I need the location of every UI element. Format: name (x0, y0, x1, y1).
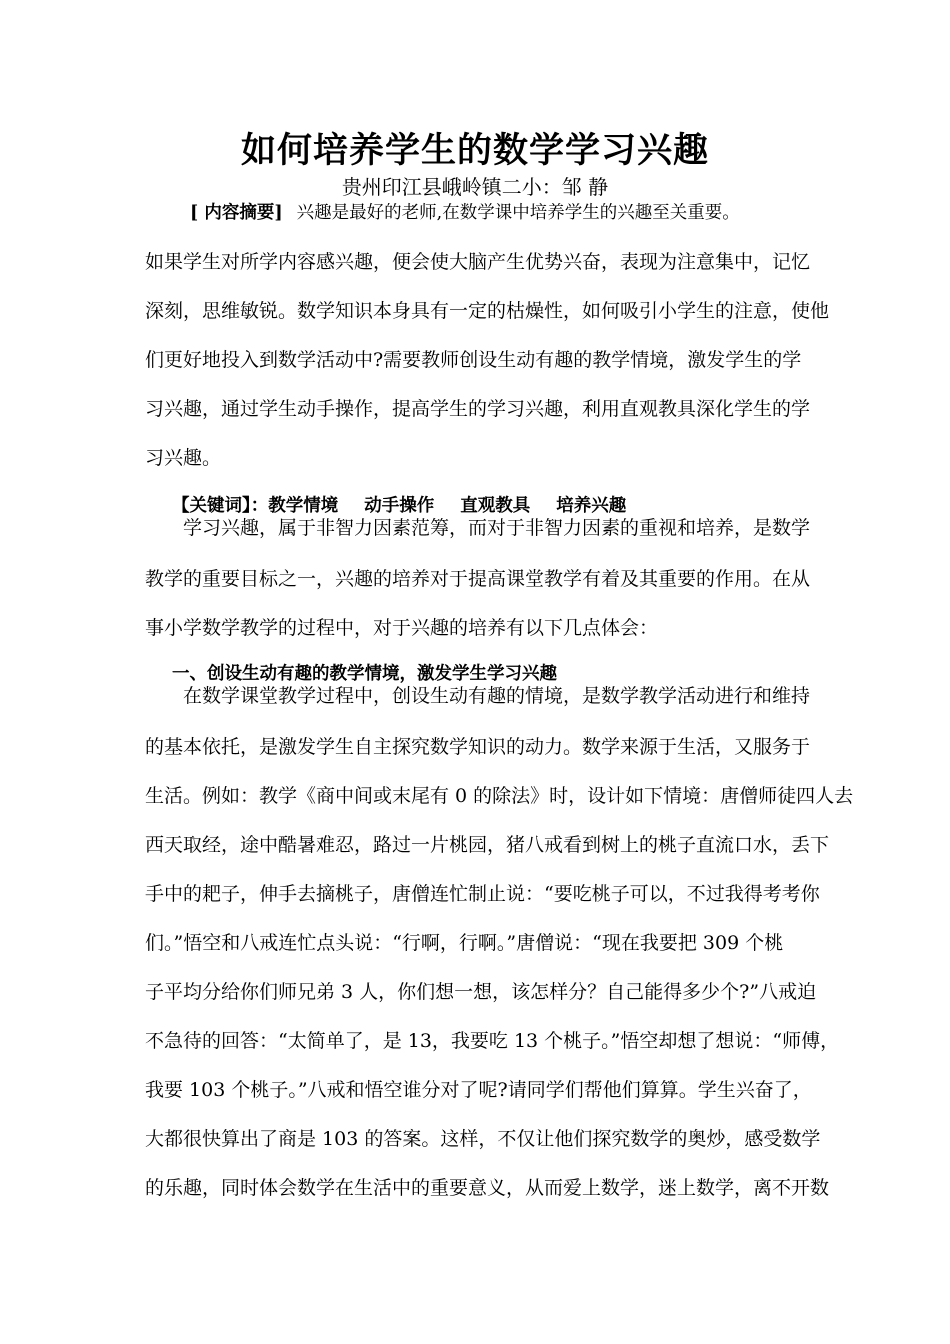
keywords-label: 【关键词】： (172, 496, 269, 516)
abstract-line: 习兴趣，通过学生动手操作，提高学生的学习兴趣，利用直观教具深化学生的学 (145, 398, 811, 420)
section-line: 生活。例如：教学《商中间或末尾有 0 的除法》时，设计如下情境：唐僧师徒四人去 (145, 785, 854, 807)
section-line: 不急待的回答：“太简单了，是 13，我要吃 13 个桃子。”悟空却想了想说：“师傅， (145, 1030, 840, 1052)
section-heading: 一、创设生动有趣的教学情境，激发学生学习兴趣 (172, 664, 557, 684)
intro-first-line: 学习兴趣，属于非智力因素范筹，而对于非智力因素的重视和培养，是数学 (183, 517, 811, 539)
abstract-label: [ 内容摘要] (190, 203, 283, 223)
abstract-line: 如果学生对所学内容感兴趣，便会使大脑产生优势兴奋，表现为注意集中，记忆 (145, 251, 811, 273)
keyword: 培养兴趣 (556, 496, 627, 516)
section-line: 的基本依托，是激发学生自主探究数学知识的动力。数学来源于生活，又服务于 (145, 736, 811, 758)
abstract-line: 深刻，思维敏锐。数学知识本身具有一定的枯燥性，如何吸引小学生的注意，使他 (145, 300, 830, 322)
section-first-line: 在数学课堂教学过程中，创设生动有趣的情境，是数学教学活动进行和维持 (183, 685, 811, 707)
keyword: 动手操作 (364, 496, 435, 516)
section-line: 子平均分给你们师兄弟 3 人，你们想一想，该怎样分？自己能得多少个?”八戒迫 (145, 981, 817, 1003)
section-line: 的乐趣，同时体会数学在生活中的重要意义，从而爱上数学，迷上数学，离不开数 (145, 1177, 830, 1199)
abstract-line: 们更好地投入到数学活动中?需要教师创设生动有趣的教学情境，激发学生的学 (145, 349, 802, 371)
intro-line: 事小学数学教学的过程中，对于兴趣的培养有以下几点体会： (145, 617, 659, 639)
abstract-first-line (190, 199, 740, 227)
author-line: 贵州印江县峨岭镇二小：邹 静 (341, 175, 609, 199)
document-title: 如何培养学生的数学学习兴趣 (240, 130, 709, 171)
intro-line: 教学的重要目标之一，兴趣的培养对于提高课堂教学有着及其重要的作用。在从 (145, 568, 811, 590)
abstract-first-text: 兴趣是最好的老师,在数学课中培养学生的兴趣至关重要。 (296, 203, 740, 223)
section-line: 大都很快算出了商是 103 的答案。这样，不仅让他们探究数学的奥炒，感受数学 (145, 1128, 821, 1150)
abstract-line: 习兴趣。 (145, 447, 222, 469)
section-line: 手中的耙子，伸手去摘桃子，唐僧连忙制止说：“要吃桃子可以，不过我得考考你 (145, 883, 820, 905)
section-line: 我要 103 个桃子。”八戒和悟空谁分对了呢?请同学们帮他们算算。学生兴奋了， (145, 1079, 812, 1101)
keyword: 教学情境 (268, 496, 339, 516)
section-line: 们。”悟空和八戒连忙点头说：“行啊，行啊。”唐僧说：“现在我要把 309 个桃 (145, 932, 784, 954)
keyword: 直观教具 (460, 496, 531, 516)
section-line: 西天取经，途中酷暑难忍，路过一片桃园，猪八戒看到树上的桃子直流口水，丢下 (145, 834, 830, 856)
